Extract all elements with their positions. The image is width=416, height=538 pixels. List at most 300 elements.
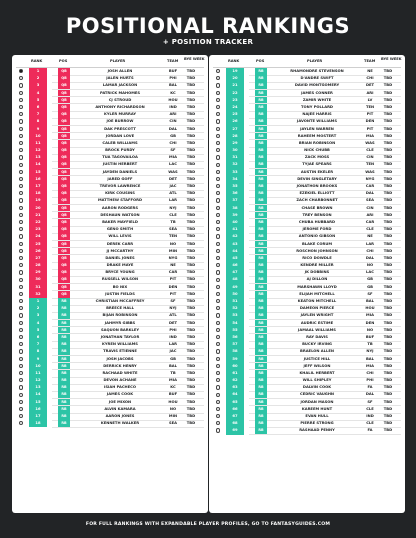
rank-cell: 17 (35, 184, 41, 188)
tracker-checkbox[interactable] (19, 371, 23, 375)
tracker-checkbox[interactable] (216, 421, 220, 425)
tracker-checkbox[interactable] (19, 98, 23, 102)
player-name: JAYLEN WARREN (300, 126, 334, 131)
tracker-checkbox[interactable] (216, 292, 220, 296)
tracker-checkbox[interactable] (19, 184, 23, 188)
team-cell: NYJ (169, 205, 177, 210)
bye-week-cell: TBD (186, 291, 196, 296)
tracker-checkbox[interactable] (19, 378, 23, 382)
bye-week-cell: TBD (186, 219, 196, 224)
team-cell: CHI (366, 76, 374, 81)
bye-week-cell: TBD (186, 313, 196, 318)
bye-week-cell: TBD (383, 320, 393, 325)
bye-week-cell: TBD (186, 205, 196, 210)
pos-cell: RB (61, 378, 67, 383)
tracker-checkbox[interactable] (216, 249, 220, 253)
tracker-checkbox[interactable] (19, 69, 23, 73)
tracker-checkbox[interactable] (216, 357, 220, 361)
tracker-checkbox[interactable] (216, 177, 220, 181)
pos-cell: RB (258, 277, 264, 282)
tracker-checkbox[interactable] (19, 256, 23, 260)
rank-cell: 22 (35, 219, 41, 224)
player-name: ROSCHON JOHNSON (296, 248, 338, 253)
tracker-checkbox[interactable] (216, 270, 220, 274)
page-subtitle: + POSITION TRACKER (162, 38, 254, 46)
pos-cell: RB (258, 342, 264, 347)
tracker-checkbox[interactable] (19, 349, 23, 353)
player-name: ANTHONY RICHARDSON (95, 104, 145, 109)
table-row (12, 341, 208, 348)
table-row (209, 176, 405, 183)
bye-week-cell: TBD (383, 234, 393, 239)
tracker-checkbox[interactable] (216, 285, 220, 289)
pos-cell: RB (258, 184, 264, 188)
table-row (12, 262, 208, 269)
player-name: JARED GOFF (107, 176, 133, 181)
tracker-checkbox[interactable] (19, 299, 23, 303)
tracker-checkbox[interactable] (19, 177, 23, 181)
tracker-checkbox[interactable] (216, 213, 220, 217)
rank-cell: 21 (232, 83, 238, 88)
tracker-checkbox[interactable] (216, 141, 220, 145)
rankings-panel-right (209, 55, 405, 513)
tracker-checkbox[interactable] (216, 134, 220, 138)
team-cell: NE (367, 234, 373, 239)
table-row (209, 219, 405, 226)
rank-cell: 27 (232, 126, 238, 131)
table-row (12, 205, 208, 212)
team-cell: CIN (366, 155, 374, 160)
tracker-checkbox[interactable] (19, 134, 23, 138)
pos-cell: QB (61, 76, 67, 81)
tracker-checkbox[interactable] (19, 127, 23, 131)
bye-week-cell: TBD (383, 97, 393, 102)
tracker-checkbox[interactable] (216, 83, 220, 87)
rank-cell: 4 (36, 90, 40, 95)
tracker-checkbox[interactable] (19, 119, 23, 123)
player-name: TONY POLLARD (301, 104, 333, 109)
tracker-checkbox[interactable] (19, 234, 23, 238)
rank-cell: 13 (35, 385, 41, 390)
team-cell: SF (170, 299, 176, 303)
tracker-checkbox[interactable] (216, 163, 220, 167)
tracker-checkbox[interactable] (216, 400, 220, 404)
rank-cell: 7 (36, 342, 40, 347)
tracker-checkbox[interactable] (19, 220, 23, 224)
pos-cell: RB (61, 320, 67, 325)
tracker-checkbox[interactable] (216, 256, 220, 260)
rank-cell: 8 (36, 119, 40, 124)
table-row (209, 384, 405, 391)
tracker-checkbox[interactable] (216, 364, 220, 368)
player-name: JORDAN LOVE (105, 133, 135, 138)
pos-cell: QB (61, 148, 67, 153)
pos-cell: RB (258, 378, 264, 383)
rank-cell: 18 (35, 191, 41, 196)
tracker-checkbox[interactable] (216, 393, 220, 397)
tracker-checkbox[interactable] (216, 191, 220, 195)
column-header-rank: RANK (228, 59, 240, 63)
column-header-bye-week: BYE WEEK (381, 57, 402, 61)
tracker-checkbox[interactable] (19, 191, 23, 195)
tracker-checkbox[interactable] (216, 335, 220, 339)
player-name: BUCKY IRVING (302, 342, 332, 347)
tracker-checkbox[interactable] (19, 148, 23, 152)
tracker-checkbox[interactable] (19, 170, 23, 174)
tracker-checkbox[interactable] (19, 213, 23, 217)
column-header-row (12, 55, 208, 67)
tracker-checkbox[interactable] (19, 263, 23, 267)
table-row (12, 126, 208, 133)
bye-week-cell: TBD (186, 76, 196, 81)
player-name: LAMAR JACKSON (102, 83, 138, 88)
tracker-checkbox[interactable] (216, 91, 220, 95)
team-cell: DET (168, 176, 178, 181)
player-name: D'ANDRE SWIFT (300, 76, 334, 81)
tracker-checkbox[interactable] (19, 313, 23, 317)
team-cell: NYG (365, 176, 375, 181)
player-name: JAMAAL WILLIAMS (298, 327, 336, 332)
table-row (12, 356, 208, 363)
player-name: MATTHEW STAFFORD (97, 198, 143, 203)
pos-cell: QB (61, 162, 67, 167)
team-cell: TEN (365, 104, 375, 109)
tracker-checkbox[interactable] (19, 105, 23, 109)
player-name: ISIAH PACHECO (104, 385, 136, 390)
pos-cell: QB (61, 248, 67, 253)
column-header-rank: RANK (31, 59, 43, 63)
table-row (209, 255, 405, 262)
rank-cell: 33 (232, 169, 238, 174)
pos-cell: RB (258, 148, 264, 153)
bye-week-cell: TBD (383, 212, 393, 217)
rank-cell: 42 (232, 234, 238, 239)
player-name: RAHEEM MOSTERT (297, 133, 337, 138)
bye-week-cell: TBD (383, 334, 393, 339)
bye-week-cell: TBD (383, 385, 393, 390)
tracker-checkbox[interactable] (19, 421, 23, 425)
bye-week-cell: TBD (186, 320, 196, 325)
table-row (209, 427, 405, 434)
tracker-checkbox[interactable] (216, 349, 220, 353)
table-row (209, 190, 405, 197)
table-row (209, 399, 405, 406)
tracker-checkbox[interactable] (216, 184, 220, 188)
bye-week-cell: TBD (186, 184, 196, 188)
tracker-checkbox[interactable] (19, 83, 23, 87)
rank-cell: 2 (36, 76, 40, 81)
tracker-checkbox[interactable] (216, 378, 220, 382)
bye-week-cell: TBD (186, 327, 196, 332)
tracker-checkbox[interactable] (19, 278, 23, 282)
table-row (209, 111, 405, 118)
pos-cell: RB (258, 313, 264, 318)
tracker-checkbox[interactable] (216, 105, 220, 109)
table-row (12, 269, 208, 276)
team-cell: DAL (168, 126, 178, 131)
bye-week-cell: TBD (186, 112, 196, 117)
rank-cell: 44 (232, 248, 238, 253)
team-cell: SF (170, 148, 176, 153)
tracker-checkbox[interactable] (19, 76, 23, 80)
tracker-checkbox[interactable] (19, 357, 23, 361)
pos-cell: RB (61, 334, 67, 339)
bye-week-cell: TBD (383, 241, 393, 246)
tracker-checkbox[interactable] (216, 155, 220, 159)
tracker-checkbox[interactable] (216, 69, 220, 73)
pos-cell: RB (258, 198, 264, 203)
tracker-checkbox[interactable] (216, 278, 220, 282)
player-name: TYJAE SPEARS (302, 162, 332, 167)
tracker-checkbox[interactable] (216, 234, 220, 238)
rank-cell: 58 (232, 349, 238, 354)
tracker-checkbox[interactable] (216, 242, 220, 246)
pos-cell: RB (258, 363, 264, 368)
rank-cell: 12 (35, 148, 41, 153)
bye-week-cell: TBD (383, 155, 393, 160)
table-row (12, 111, 208, 118)
pos-cell: RB (258, 392, 264, 397)
rank-cell: 30 (35, 277, 41, 282)
team-cell: IND (169, 104, 177, 109)
bye-week-cell: TBD (383, 349, 393, 354)
team-cell: LAR (168, 198, 178, 203)
tracker-checkbox[interactable] (216, 112, 220, 116)
player-name: KAREEM HUNT (301, 406, 333, 411)
rank-cell: 19 (35, 198, 41, 203)
player-name: JORDAN MASON (300, 399, 334, 404)
tracker-checkbox[interactable] (19, 393, 23, 397)
rank-cell: 5 (36, 97, 40, 102)
bye-week-cell: TBD (186, 212, 196, 217)
player-name: KENNETH WALKER (100, 421, 140, 426)
bye-week-cell: TBD (383, 83, 393, 88)
player-name: RACHAAD WHITE (102, 370, 138, 375)
tracker-checkbox[interactable] (19, 206, 23, 210)
tracker-checkbox[interactable] (19, 407, 23, 411)
pos-cell: RB (258, 385, 264, 390)
player-name: JOSH ALLEN (107, 69, 133, 73)
tracker-checkbox[interactable] (19, 414, 23, 418)
pos-cell: QB (61, 191, 67, 196)
tracker-checkbox[interactable] (216, 98, 220, 102)
rank-cell: 2 (36, 306, 40, 311)
tracker-checkbox[interactable] (19, 306, 23, 310)
tracker-checkbox[interactable] (216, 263, 220, 267)
team-cell: WAS (365, 169, 375, 174)
rank-cell: 64 (232, 392, 238, 397)
player-name: TUA TAGOVAILOA (102, 155, 138, 160)
tracker-checkbox[interactable] (216, 414, 220, 418)
tracker-checkbox[interactable] (216, 198, 220, 202)
tracker-checkbox[interactable] (216, 227, 220, 231)
team-cell: PIT (169, 277, 177, 282)
tracker-checkbox[interactable] (216, 299, 220, 303)
tracker-checkbox[interactable] (19, 91, 23, 95)
pos-cell: RB (258, 414, 264, 418)
table-row (12, 348, 208, 355)
tracker-checkbox[interactable] (19, 335, 23, 339)
rank-cell: 7 (36, 112, 40, 117)
team-cell: NO (169, 406, 177, 411)
rank-cell: 13 (35, 155, 41, 160)
team-cell: MIA (169, 155, 177, 160)
player-name: DAMEON PIERCE (299, 306, 335, 311)
pos-cell: RB (258, 133, 264, 138)
player-name: TRAVIS ETIENNE (103, 349, 137, 354)
bye-week-cell: TBD (186, 406, 196, 411)
bye-week-cell: TBD (186, 90, 196, 95)
tracker-checkbox[interactable] (216, 119, 220, 123)
tracker-checkbox[interactable] (19, 321, 23, 325)
player-name: AUDRIC ESTIME (300, 320, 334, 325)
rank-cell: 16 (35, 176, 41, 181)
team-cell: CAR (168, 270, 178, 275)
bye-week-cell: TBD (186, 370, 196, 375)
bye-week-cell: TBD (383, 76, 393, 81)
tracker-checkbox[interactable] (216, 306, 220, 310)
tracker-checkbox[interactable] (19, 385, 23, 389)
table-row (12, 183, 208, 190)
rank-cell: 40 (232, 219, 238, 224)
rankings-list-left (12, 68, 208, 427)
team-cell: MIA (366, 313, 374, 318)
tracker-checkbox[interactable] (216, 321, 220, 325)
table-row (209, 233, 405, 240)
table-row (209, 75, 405, 82)
bye-week-cell: TBD (383, 378, 393, 383)
tracker-checkbox[interactable] (19, 141, 23, 145)
footer-note: FOR FULL RANKINGS WITH EXPANDABLE PLAYER PROFILES, GO TO FANTASYGUIDES.COM (85, 522, 331, 527)
tracker-checkbox[interactable] (19, 163, 23, 167)
column-header-player: PLAYER (110, 59, 126, 63)
player-name: EVAN HULL (305, 414, 329, 418)
tracker-checkbox[interactable] (19, 364, 23, 368)
table-row (209, 248, 405, 255)
column-header-bye-week: BYE WEEK (184, 57, 205, 61)
pos-cell: RB (258, 370, 264, 375)
player-name: GENO SMITH (106, 227, 134, 232)
tracker-checkbox[interactable] (19, 242, 23, 246)
bye-week-cell: TBD (383, 184, 393, 188)
pos-cell: QB (61, 169, 67, 174)
table-row (12, 90, 208, 97)
tracker-checkbox[interactable] (19, 400, 23, 404)
pos-cell: RB (61, 349, 67, 354)
bye-week-cell: TBD (186, 234, 196, 239)
tracker-checkbox[interactable] (19, 249, 23, 253)
pos-cell: RB (258, 126, 264, 131)
player-name: KIRK COUSINS (105, 191, 135, 196)
tracker-checkbox[interactable] (216, 220, 220, 224)
tracker-checkbox[interactable] (216, 170, 220, 174)
player-name: KEATON MITCHELL (297, 299, 337, 303)
tracker-checkbox[interactable] (216, 428, 220, 432)
bye-week-cell: TBD (186, 97, 196, 102)
pos-cell: RB (258, 104, 264, 109)
table-row (209, 118, 405, 125)
tracker-checkbox[interactable] (216, 371, 220, 375)
bye-week-cell: TBD (383, 342, 393, 347)
player-name: ELIJAH MITCHELL (299, 291, 335, 296)
rank-cell: 31 (35, 284, 41, 289)
tracker-checkbox[interactable] (19, 112, 23, 116)
rank-cell: 32 (232, 162, 238, 167)
tracker-checkbox[interactable] (216, 407, 220, 411)
pos-cell: RB (258, 76, 264, 81)
tracker-checkbox[interactable] (19, 342, 23, 346)
player-name: SAQUON BARKLEY (100, 327, 140, 332)
tracker-checkbox[interactable] (19, 227, 23, 231)
rank-cell: 24 (35, 234, 41, 239)
tracker-checkbox[interactable] (216, 385, 220, 389)
tracker-checkbox[interactable] (216, 127, 220, 131)
table-row (209, 370, 405, 377)
rank-cell: 9 (36, 126, 40, 131)
column-header-row (209, 55, 405, 67)
rank-cell: 45 (232, 255, 238, 260)
pos-cell: RB (258, 299, 264, 303)
tracker-checkbox[interactable] (216, 313, 220, 317)
rank-cell: 66 (232, 406, 238, 411)
tracker-checkbox[interactable] (216, 328, 220, 332)
table-row (12, 161, 208, 168)
tracker-checkbox[interactable] (19, 270, 23, 274)
player-name: JALEN HURTS (106, 76, 134, 81)
pos-cell: RB (258, 399, 264, 404)
tracker-checkbox[interactable] (216, 206, 220, 210)
team-cell: JAC (169, 184, 177, 188)
pos-cell: RB (258, 97, 264, 102)
tracker-checkbox[interactable] (19, 155, 23, 159)
player-name: JAYDEN DANIELS (102, 169, 138, 174)
team-cell: NO (169, 241, 177, 246)
table-row (12, 420, 208, 427)
tracker-checkbox[interactable] (19, 285, 23, 289)
pos-cell: QB (61, 227, 67, 232)
rank-cell: 23 (232, 97, 238, 102)
table-row (209, 291, 405, 298)
rank-cell: 1 (36, 299, 40, 303)
team-cell: FA (367, 428, 373, 433)
team-cell: DAL (365, 255, 375, 260)
team-cell: KC (170, 90, 176, 95)
team-cell: WAS (168, 169, 178, 174)
tracker-checkbox[interactable] (19, 292, 23, 296)
player-name: KHALIL HERBERT (299, 370, 335, 375)
team-cell: KC (170, 385, 176, 390)
tracker-checkbox[interactable] (216, 76, 220, 80)
tracker-checkbox[interactable] (216, 148, 220, 152)
pos-cell: RB (258, 291, 264, 296)
pos-cell: RB (258, 155, 264, 160)
player-name: JJ MCCARTHY (106, 248, 134, 253)
team-cell: BUF (168, 392, 178, 397)
tracker-checkbox[interactable] (19, 198, 23, 202)
player-name: TREVOR LAWRENCE (99, 184, 141, 188)
player-name: AARON JONES (105, 414, 135, 418)
tracker-checkbox[interactable] (216, 342, 220, 346)
team-cell: MIA (169, 378, 177, 383)
player-name: JAHMYR GIBBS (104, 320, 136, 325)
table-row (12, 104, 208, 111)
rank-cell: 39 (232, 212, 238, 217)
bye-week-cell: TBD (186, 399, 196, 404)
bye-week-cell: TBD (383, 414, 393, 418)
team-cell: PHI (366, 378, 374, 383)
bye-week-cell: TBD (186, 378, 196, 383)
tracker-checkbox[interactable] (19, 328, 23, 332)
